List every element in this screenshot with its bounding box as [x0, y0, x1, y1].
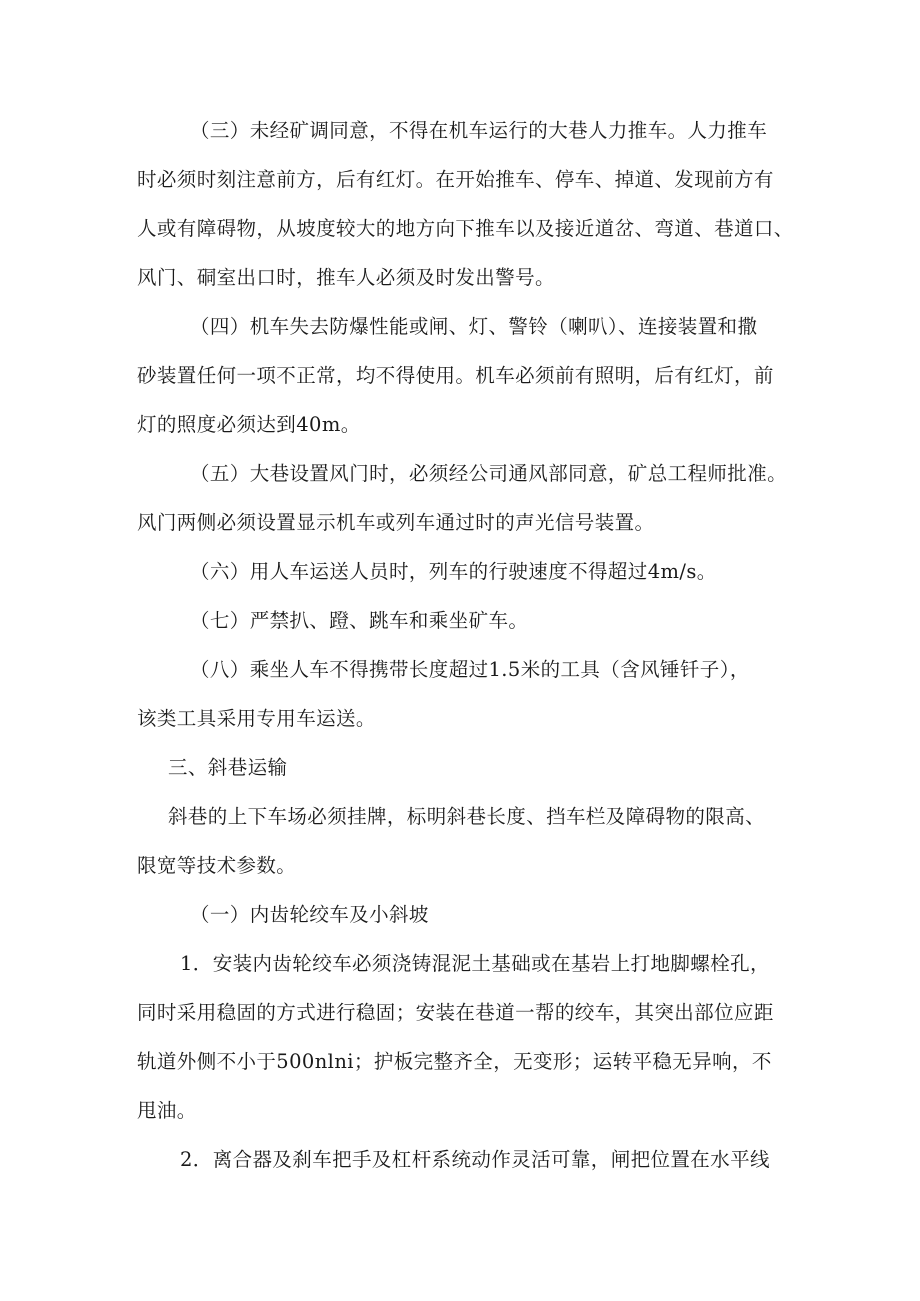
item-1-line-3: 轨道外侧不小于500nlni；护板完整齐全，无变形；运转平稳无异响，不 [137, 1050, 772, 1073]
para-3-line-1: （三）未经矿调同意，不得在机车运行的大巷人力推车。人力推车 [190, 119, 768, 142]
item-1-line-4: 甩油。 [137, 1099, 197, 1122]
para-5-line-2: 风门两侧必须设置显示机车或列车通过时的声光信号装置。 [137, 511, 655, 534]
para-6-line-1: （六）用人车运送人员时，列车的行驶速度不得超过4m/s。 [190, 560, 717, 583]
para-4-line-3: 灯的照度必须达到40m。 [137, 413, 361, 436]
para-3-line-3: 人或有障碍物，从坡度较大的地方向下推车以及接近道岔、弯道、巷道口、 [137, 217, 794, 240]
para-4-line-1: （四）机车失去防爆性能或闸、灯、警铃（喇叭）、连接装置和撒 [190, 315, 758, 338]
subsection-heading-1: （一）内齿轮绞车及小斜坡 [190, 903, 429, 926]
para-5-line-1: （五）大巷设置风门时，必须经公司通风部同意，矿总工程师批准。 [190, 462, 788, 485]
item-1-line-2: 同时采用稳固的方式进行稳固；安装在巷道一帮的绞车，其突出部位应距 [137, 1001, 774, 1024]
para-3-line-2: 时必须时刻注意前方，后有红灯。在开始推车、停车、掉道、发现前方有 [137, 168, 774, 191]
incline-intro-line-1: 斜巷的上下车场必须挂牌，标明斜巷长度、挡车栏及障碍物的限高、 [168, 805, 766, 828]
item-1-line-1: 1．安装内齿轮绞车必须浇铸混泥土基础或在基岩上打地脚螺栓孔， [180, 952, 770, 975]
para-4-line-2: 砂装置任何一项不正常，均不得使用。机车必须前有照明，后有红灯，前 [137, 364, 774, 387]
incline-intro-line-2: 限宽等技术参数。 [137, 854, 297, 877]
para-3-line-4: 风门、硐室出口时，推车人必须及时发出警号。 [137, 266, 555, 289]
item-2-line-1: 2．离合器及刹车把手及杠杆系统动作灵活可靠，闸把位置在水平线 [180, 1148, 770, 1171]
para-7-line-1: （七）严禁扒、蹬、跳车和乘坐矿车。 [190, 609, 529, 632]
para-8-line-2: 该类工具采用专用车运送。 [137, 707, 376, 730]
section-heading-incline-transport: 三、斜巷运输 [168, 756, 288, 779]
para-8-line-1: （八）乘坐人车不得携带长度超过1.5米的工具（含风锤钎子）， [190, 658, 750, 681]
